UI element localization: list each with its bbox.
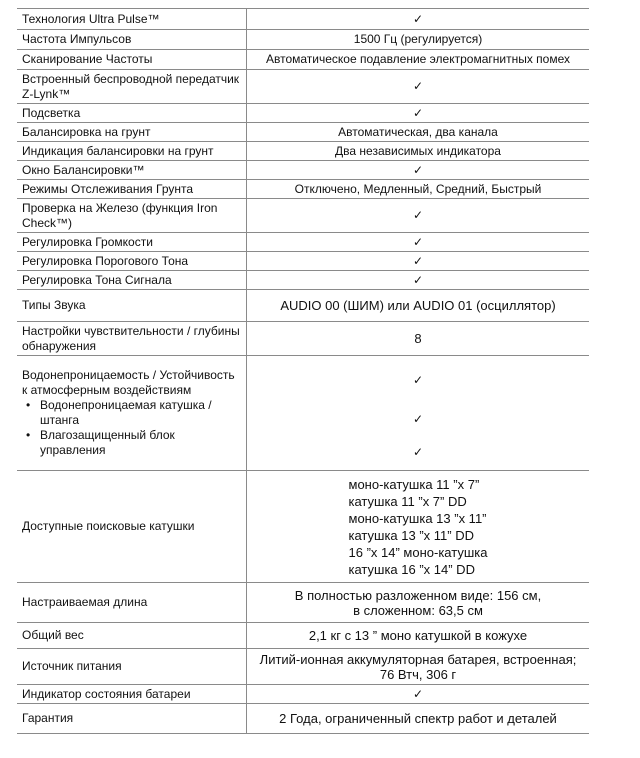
spec-label: Проверка на Железо (функция Iron Check™) xyxy=(17,199,247,233)
length-folded: в сложенном: 63,5 см xyxy=(353,602,483,618)
spec-value: 2 Года, ограниченный спектр работ и деталей xyxy=(247,704,590,734)
check-icon: ✓ xyxy=(247,271,590,290)
spec-label: Подсветка xyxy=(17,104,247,123)
spec-row-weight xyxy=(17,623,589,649)
power-capacity: 76 Втч, 306 г xyxy=(379,666,457,682)
spec-label: Регулировка Громкости xyxy=(17,233,247,252)
spec-value: 1500 Гц (регулируется) xyxy=(247,30,590,50)
waterproof-sub-item xyxy=(26,398,240,428)
spec-value xyxy=(247,583,590,623)
spec-value: Отключено, Медленный, Средний, Быстрый xyxy=(247,180,590,199)
spec-row-ultra-pulse xyxy=(17,9,589,30)
spec-label: Встроенный беспроводной передатчик Z-Lynk™ xyxy=(17,70,247,104)
waterproof-coil-label: Водонепроницаемая катушка / штанга xyxy=(40,398,212,427)
spec-table xyxy=(17,8,589,734)
spec-row-frequency-scan xyxy=(17,50,589,70)
spec-label: Регулировка Тона Сигнала xyxy=(17,271,247,290)
spec-label: Источник питания xyxy=(17,649,247,685)
waterproof-label: Водонепроницаемость / Устойчивость к атмосферным воздействиям xyxy=(22,368,235,397)
check-icon: ✓ xyxy=(247,70,590,104)
bullet-icon: • xyxy=(26,428,31,442)
spec-row-z-lynk xyxy=(17,70,589,104)
coil-item: 16 ”x 14” моно-катушка xyxy=(348,544,488,560)
spec-value: 2,1 кг с 13 ” моно катушкой в кожухе xyxy=(247,623,590,649)
coil-item: катушка 13 ”x 11” DD xyxy=(348,527,474,543)
spec-row-sensitivity xyxy=(17,322,589,356)
check-icon: ✓ xyxy=(247,161,590,180)
waterproof-control-box-label: Влагозащищенный блок управления xyxy=(40,428,175,457)
spec-label: Настраиваемая длина xyxy=(17,583,247,623)
spec-label: Технология Ultra Pulse™ xyxy=(17,9,247,30)
spec-label: Индикатор состояния батареи xyxy=(17,685,247,704)
spec-label: Режимы Отслеживания Грунта xyxy=(17,180,247,199)
spec-row-power xyxy=(17,649,589,685)
spec-row-ground-balance xyxy=(17,123,589,142)
spec-row-threshold-tone xyxy=(17,252,589,271)
check-icon: ✓ xyxy=(247,252,590,271)
length-extended: В полностью разложенном виде: 156 см, xyxy=(294,587,542,603)
spec-row-backlight xyxy=(17,104,589,123)
spec-label: Настройки чувствительности / глубины обнаружения xyxy=(17,322,247,356)
coil-list xyxy=(349,476,488,578)
spec-value xyxy=(247,471,590,583)
spec-row-volume xyxy=(17,233,589,252)
check-icon: ✓ xyxy=(412,372,424,387)
check-icon: ✓ xyxy=(247,9,590,30)
spec-row-ground-tracking xyxy=(17,180,589,199)
spec-row-ground-balance-indication xyxy=(17,142,589,161)
waterproof-sub-item xyxy=(26,428,240,458)
spec-row-pulse-frequency xyxy=(17,30,589,50)
spec-label: Общий вес xyxy=(17,623,247,649)
spec-label: Гарантия xyxy=(17,704,247,734)
spec-label: Балансировка на грунт xyxy=(17,123,247,142)
spec-label: Индикация балансировки на грунт xyxy=(17,142,247,161)
spec-label: Сканирование Частоты xyxy=(17,50,247,70)
spec-label: Типы Звука xyxy=(17,290,247,322)
bullet-icon: • xyxy=(26,398,31,412)
spec-row-coils xyxy=(17,471,589,583)
coil-item: моно-катушка 11 ”x 7” xyxy=(348,476,480,492)
spec-value: 8 xyxy=(247,322,590,356)
spec-label: Регулировка Порогового Тона xyxy=(17,252,247,271)
check-icon: ✓ xyxy=(247,233,590,252)
spec-value: Два независимых индикатора xyxy=(247,142,590,161)
spec-value xyxy=(247,649,590,685)
spec-value: AUDIO 00 (ШИМ) или AUDIO 01 (осциллятор) xyxy=(247,290,590,322)
spec-row-audio-types xyxy=(17,290,589,322)
spec-row-iron-check xyxy=(17,199,589,233)
spec-row-length xyxy=(17,583,589,623)
check-icon: ✓ xyxy=(412,411,424,426)
waterproof-values xyxy=(247,356,590,471)
spec-row-warranty xyxy=(17,704,589,734)
coil-item: моно-катушка 13 ”x 11” xyxy=(348,510,487,526)
check-icon: ✓ xyxy=(247,199,590,233)
spec-label: Окно Балансировки™ xyxy=(17,161,247,180)
spec-value: Автоматическая, два канала xyxy=(247,123,590,142)
spec-value: Автоматическое подавление электромагнитных помех xyxy=(247,50,590,70)
spec-row-battery-indicator xyxy=(17,685,589,704)
check-icon: ✓ xyxy=(247,104,590,123)
coil-item: катушка 16 ”x 14” DD xyxy=(348,561,475,577)
spec-row-signal-tone xyxy=(17,271,589,290)
spec-label: Частота Импульсов xyxy=(17,30,247,50)
spec-label: Доступные поисковые катушки xyxy=(17,471,247,583)
spec-row-waterproof xyxy=(17,356,589,471)
spec-label xyxy=(17,356,247,471)
spec-row-balance-window xyxy=(17,161,589,180)
power-type: Литий-ионная аккумуляторная батарея, встроенная; xyxy=(259,651,577,667)
check-icon: ✓ xyxy=(412,444,424,459)
check-icon: ✓ xyxy=(247,685,590,704)
coil-item: катушка 11 ”x 7” DD xyxy=(348,493,467,509)
